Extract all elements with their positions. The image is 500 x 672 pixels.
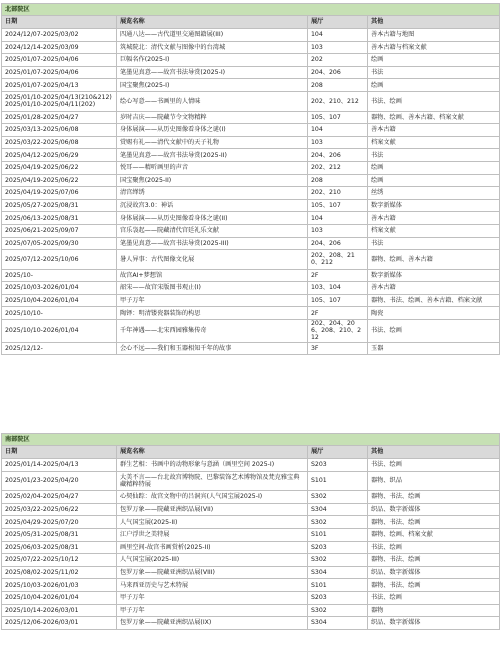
cell-date: 2025/02/04-2025/04/27 — [2, 491, 117, 504]
table-row — [2, 491, 500, 504]
table-row — [2, 41, 500, 54]
cell-other: 玉器 — [368, 342, 500, 355]
cell-name: 韶宋——故宫宋版图书观止(I) — [117, 282, 308, 295]
cell-name: 悦耳——精听画里的声音 — [117, 161, 308, 174]
cell-other: 数字新媒体 — [368, 199, 500, 212]
cell-date: 2025/10/10- — [2, 307, 117, 320]
cell-name: 宫乐袅起——院藏清代宫廷礼乐文献 — [117, 224, 308, 237]
cell-hall: S101 — [308, 471, 368, 491]
cell-date: 2025/05/31-2025/08/31 — [2, 528, 117, 541]
cell-date: 2025/01/14-2025/04/13 — [2, 459, 117, 472]
header-other: 其他 — [368, 446, 500, 459]
north-campus-table — [1, 3, 500, 355]
header-hall: 展厅 — [308, 446, 368, 459]
cell-name: 千年神遇——北宋西园雅集传奇 — [117, 320, 308, 343]
cell-hall: 202、210 — [308, 187, 368, 200]
table-row — [2, 187, 500, 200]
cell-name: 巨幅名作(2025-I) — [117, 54, 308, 67]
cell-other: 丝绣 — [368, 187, 500, 200]
cell-name: 身体展演——从历史图像看身体之谜(I) — [117, 124, 308, 137]
table-row — [2, 579, 500, 592]
cell-date: 2025/06/03-2025/08/31 — [2, 541, 117, 554]
cell-hall: S302 — [308, 491, 368, 504]
cell-other: 书法、绘画 — [368, 91, 500, 111]
table-row — [2, 91, 500, 111]
cell-hall: 204、206 — [308, 149, 368, 162]
cell-name: 绘心写意——书画里的人情味 — [117, 91, 308, 111]
cell-other: 档案文献 — [368, 136, 500, 149]
cell-hall: 2F — [308, 307, 368, 320]
cell-date: 2025/03/13-2025/06/08 — [2, 124, 117, 137]
cell-other: 织品、数字新媒体 — [368, 617, 500, 630]
table-row — [2, 212, 500, 225]
cell-other: 器物 — [368, 604, 500, 617]
cell-other: 书法、绘画 — [368, 541, 500, 554]
cell-date: 2025/03/22-2025/06/22 — [2, 503, 117, 516]
cell-hall: S203 — [308, 541, 368, 554]
cell-other: 器物、绘画、档案文献 — [368, 528, 500, 541]
cell-name: 陶铎：明清镂瓷器装饰的构思 — [117, 307, 308, 320]
cell-date: 2025/01/28-2025/04/27 — [2, 111, 117, 124]
cell-hall: S302 — [308, 554, 368, 567]
table-row — [2, 554, 500, 567]
cell-other: 器物、书法、绘画 — [368, 554, 500, 567]
cell-name: 心契仙踪：故宫文物中的吕洞宾(人气国宝展2025-I) — [117, 491, 308, 504]
cell-hall: S101 — [308, 579, 368, 592]
cell-other: 绘画 — [368, 54, 500, 67]
table-row — [2, 29, 500, 42]
cell-name: 国宝聚焦(2025-I) — [117, 79, 308, 92]
header-name: 展览名称 — [117, 446, 308, 459]
section-title: 北部院区 — [2, 4, 500, 16]
cell-name: 身体展演——从历史图像看身体之谜(II) — [117, 212, 308, 225]
cell-other: 书法、绘画 — [368, 320, 500, 343]
cell-name: 甲子万年 — [117, 294, 308, 307]
table-row — [2, 174, 500, 187]
cell-date: 2025/06/21-2025/09/07 — [2, 224, 117, 237]
cell-hall: 208 — [308, 79, 368, 92]
cell-other: 书法 — [368, 66, 500, 79]
table-row — [2, 237, 500, 250]
table-row — [2, 471, 500, 491]
section-title-row — [2, 4, 500, 16]
cell-name: 笔墨见真意——故宫书法导赏(2025-III) — [117, 237, 308, 250]
cell-name: 筑城院北：清代文献与图像中的台湾城 — [117, 41, 308, 54]
cell-name: 人气国宝展(2025-III) — [117, 554, 308, 567]
cell-date: 2024/12/14-2025/03/09 — [2, 41, 117, 54]
cell-hall: 104 — [308, 212, 368, 225]
cell-hall: 104 — [308, 124, 368, 137]
section-title-row — [2, 434, 500, 446]
cell-name: 江户浮世之美特展 — [117, 528, 308, 541]
cell-date: 2025/07/05-2025/09/30 — [2, 237, 117, 250]
cell-date: 2025/05/27-2025/08/31 — [2, 199, 117, 212]
cell-date: 2025/07/22-2025/10/12 — [2, 554, 117, 567]
cell-other: 善本古籍与档案文献 — [368, 41, 500, 54]
table-row — [2, 136, 500, 149]
cell-name: 沉浸故宫3.0：神话 — [117, 199, 308, 212]
cell-date: 2025/10/03-2026/01/04 — [2, 282, 117, 295]
cell-date: 2025/04/12-2025/06/29 — [2, 149, 117, 162]
cell-name: 赏赐有礼——清代文献中的天子礼物 — [117, 136, 308, 149]
header-hall: 展厅 — [308, 16, 368, 29]
cell-hall: 105、107 — [308, 199, 368, 212]
cell-date: 2025/07/12-2025/10/06 — [2, 250, 117, 270]
cell-other: 器物、织品 — [368, 471, 500, 491]
table-row — [2, 282, 500, 295]
table-row — [2, 161, 500, 174]
cell-other: 陶瓷 — [368, 307, 500, 320]
cell-other: 绘画 — [368, 79, 500, 92]
cell-name: 故宫AI+梦想馆 — [117, 269, 308, 282]
cell-name: 甲子万年 — [117, 604, 308, 617]
cell-name: 包罗万象——院藏亚洲织品展(VII) — [117, 503, 308, 516]
cell-hall: S203 — [308, 591, 368, 604]
cell-date: 2025/12/12- — [2, 342, 117, 355]
cell-hall: 103 — [308, 41, 368, 54]
cell-name: 人气国宝展(2025-II) — [117, 516, 308, 529]
cell-hall: S304 — [308, 617, 368, 630]
table-row — [2, 320, 500, 343]
table-row — [2, 604, 500, 617]
table-row — [2, 528, 500, 541]
cell-other: 织品、数字新媒体 — [368, 503, 500, 516]
cell-date: 2025/10/04-2026/01/04 — [2, 294, 117, 307]
header-name: 展览名称 — [117, 16, 308, 29]
table-row — [2, 149, 500, 162]
table-row — [2, 199, 500, 212]
table-row — [2, 111, 500, 124]
cell-other: 书法 — [368, 149, 500, 162]
cell-hall: 202 — [308, 54, 368, 67]
cell-hall: 202、210、212 — [308, 91, 368, 111]
table-row — [2, 516, 500, 529]
table-row — [2, 124, 500, 137]
cell-hall: 2F — [308, 269, 368, 282]
table-row — [2, 566, 500, 579]
cell-date: 2025/10/04-2026/01/04 — [2, 591, 117, 604]
cell-date: 2025/04/19-2025/06/22 — [2, 174, 117, 187]
cell-other: 善本古籍 — [368, 212, 500, 225]
cell-name: 群生艺相：书画中的动物形象与意涵（画里空间 2025-I) — [117, 459, 308, 472]
cell-hall: S304 — [308, 566, 368, 579]
cell-name: 笔墨见真意——故宫书法导赏(2025-II) — [117, 149, 308, 162]
cell-date: 2025/12/06-2026/03/01 — [2, 617, 117, 630]
cell-date: 2025/06/13-2025/08/31 — [2, 212, 117, 225]
table-row — [2, 79, 500, 92]
cell-hall: 202、212 — [308, 161, 368, 174]
cell-name: 四通八达——古代道里交通图籍展(III) — [117, 29, 308, 42]
table-row — [2, 459, 500, 472]
section-title: 南部院区 — [2, 434, 500, 446]
cell-hall: 105、107 — [308, 111, 368, 124]
cell-hall: 3F — [308, 342, 368, 355]
cell-other: 善本古籍与地图 — [368, 29, 500, 42]
cell-hall: 103 — [308, 224, 368, 237]
header-row — [2, 446, 500, 459]
cell-other: 书法、绘画 — [368, 591, 500, 604]
cell-date: 2025/10- — [2, 269, 117, 282]
cell-name: 国宝聚焦(2025-II) — [117, 174, 308, 187]
cell-other: 善本古籍 — [368, 282, 500, 295]
cell-hall: S302 — [308, 604, 368, 617]
table-row — [2, 307, 500, 320]
table-row — [2, 342, 500, 355]
cell-name: 包罗万象——院藏亚洲织品展(IX) — [117, 617, 308, 630]
cell-name: 岁时吉庆——院藏节令文物精粹 — [117, 111, 308, 124]
cell-name: 大美不言——台北故宫博物院、巴黎装饰艺术博物馆及梵克雅宝典藏精粹特展 — [117, 471, 308, 491]
cell-date: 2025/04/19-2025/06/22 — [2, 161, 117, 174]
cell-name: 马来西亚历史与艺术特展 — [117, 579, 308, 592]
cell-other: 档案文献 — [368, 224, 500, 237]
cell-date: 2025/08/02-2025/11/02 — [2, 566, 117, 579]
table-row — [2, 617, 500, 630]
cell-date: 2025/01/07-2025/04/06 — [2, 66, 117, 79]
cell-hall: 105、107 — [308, 294, 368, 307]
cell-other: 数字新媒体 — [368, 269, 500, 282]
cell-date: 2025/10/03-2026/01/03 — [2, 579, 117, 592]
header-other: 其他 — [368, 16, 500, 29]
cell-other: 器物、绘画、善本古籍 — [368, 250, 500, 270]
cell-hall: S302 — [308, 516, 368, 529]
cell-other: 器物、绘画、善本古籍、档案文献 — [368, 111, 500, 124]
cell-name: 画里空间-故宫书画赏析(2025-II) — [117, 541, 308, 554]
cell-other: 器物、书法、绘画 — [368, 516, 500, 529]
cell-date: 2025/10/14-2026/03/01 — [2, 604, 117, 617]
cell-hall: 208 — [308, 174, 368, 187]
cell-hall: 202、208、210、212 — [308, 250, 368, 270]
cell-other: 器物、书法、绘画、善本古籍、档案文献 — [368, 294, 500, 307]
table-row — [2, 591, 500, 604]
table-row — [2, 294, 500, 307]
cell-date: 2024/12/07-2025/03/02 — [2, 29, 117, 42]
table-row — [2, 269, 500, 282]
cell-hall: 104 — [308, 29, 368, 42]
cell-date: 2025/01/23-2025/04/20 — [2, 471, 117, 491]
header-date: 日期 — [2, 16, 117, 29]
cell-name: 包罗万象——院藏亚洲织品展(VIII) — [117, 566, 308, 579]
cell-hall: 103、104 — [308, 282, 368, 295]
table-row — [2, 66, 500, 79]
cell-other: 器物、书法、绘画 — [368, 491, 500, 504]
table-row — [2, 250, 500, 270]
cell-name: 清宫缂绣 — [117, 187, 308, 200]
cell-other: 书法 — [368, 237, 500, 250]
table-row — [2, 541, 500, 554]
south-campus-table — [1, 433, 500, 630]
cell-hall: 204、206 — [308, 237, 368, 250]
cell-hall: 202、204、206、208、210、212 — [308, 320, 368, 343]
cell-date: 2025/03/22-2025/06/08 — [2, 136, 117, 149]
cell-hall: S304 — [308, 503, 368, 516]
table-row — [2, 503, 500, 516]
cell-date: 2025/10/10-2026/01/04 — [2, 320, 117, 343]
cell-other: 器物、书法、绘画 — [368, 579, 500, 592]
cell-name: 甲子万年 — [117, 591, 308, 604]
cell-hall: S203 — [308, 459, 368, 472]
table-row — [2, 54, 500, 67]
cell-other: 书法、绘画 — [368, 459, 500, 472]
cell-name: 笔墨见真意——故宫书法导赏(2025-I) — [117, 66, 308, 79]
cell-other: 绘画 — [368, 174, 500, 187]
header-row — [2, 16, 500, 29]
cell-other: 绘画 — [368, 161, 500, 174]
cell-date: 2025/04/29-2025/07/20 — [2, 516, 117, 529]
cell-other: 善本古籍 — [368, 124, 500, 137]
cell-date: 2025/01/10-2025/04/13(210&212) 2025/01/10-2025/04/11(202) — [2, 91, 117, 111]
cell-hall: 204、206 — [308, 66, 368, 79]
cell-name: 暑人异事：古代图像文化展 — [117, 250, 308, 270]
header-date: 日期 — [2, 446, 117, 459]
table-row — [2, 224, 500, 237]
cell-hall: 103 — [308, 136, 368, 149]
cell-date: 2025/04/19-2025/07/06 — [2, 187, 117, 200]
cell-hall: S101 — [308, 528, 368, 541]
cell-date: 2025/01/07-2025/04/06 — [2, 54, 117, 67]
cell-name: 会心不远——我们和玉器相知千年的故事 — [117, 342, 308, 355]
cell-other: 织品、数字新媒体 — [368, 566, 500, 579]
cell-date: 2025/01/07-2025/04/13 — [2, 79, 117, 92]
